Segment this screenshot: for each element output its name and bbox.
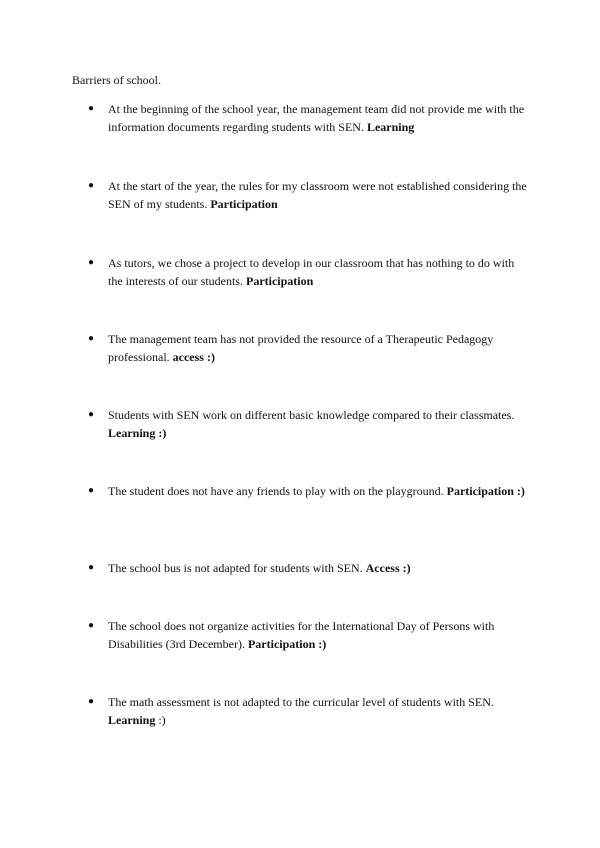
barrier-category: Learning: [108, 713, 156, 727]
barrier-text: [108, 617, 528, 653]
barrier-text: [108, 482, 528, 500]
barrier-text: [108, 330, 528, 366]
barrier-category: Participation: [245, 274, 314, 288]
barrier-description: The math assessment is not adapted to the curricular level of students with SEN.: [108, 695, 494, 709]
barrier-category: Participation :): [247, 637, 327, 651]
barrier-description: As tutors, we chose a project to develop in our classroom that has nothing to do with the interests of our students.: [108, 256, 515, 288]
barrier-item-5: [88, 406, 528, 442]
barrier-text: [108, 177, 528, 213]
barrier-text: [108, 254, 528, 290]
barrier-item-9: [88, 693, 528, 729]
barrier-text: [108, 100, 528, 136]
bullet-icon: ●: [88, 180, 95, 191]
barrier-item-2: [88, 177, 528, 213]
bullet-icon: ●: [88, 485, 95, 496]
barrier-description: The student does not have any friends to play with on the playground.: [108, 484, 444, 498]
bullet-icon: ●: [88, 333, 95, 344]
barrier-item-6: [88, 482, 528, 500]
barrier-description: At the start of the year, the rules for my classroom were not established considering the SEN of my students.: [108, 179, 527, 211]
barrier-text: [108, 559, 528, 577]
bullet-icon: ●: [88, 696, 95, 707]
bullet-icon: ●: [88, 103, 95, 114]
barrier-text: [108, 406, 528, 442]
bullet-icon: ●: [88, 409, 95, 420]
bullet-icon: ●: [88, 257, 95, 268]
barrier-item-3: [88, 254, 528, 290]
bullet-icon: ●: [88, 562, 95, 573]
barrier-item-4: [88, 330, 528, 366]
barrier-item-7: [88, 559, 528, 577]
barrier-item-1: [88, 100, 528, 136]
barrier-description: The school does not organize activities for the International Day of Persons with Disabilities (3rd December).: [108, 619, 495, 651]
barrier-description: Students with SEN work on different basic knowledge compared to their classmates.: [108, 408, 515, 422]
barrier-category: Participation: [210, 197, 278, 211]
barrier-suffix: :): [155, 713, 166, 727]
barrier-description: The school bus is not adapted for students with SEN.: [108, 561, 363, 575]
barrier-category: Learning: [366, 120, 415, 134]
bullet-icon: ●: [88, 620, 95, 631]
barrier-description: At the beginning of the school year, the management team did not provide me with the information documents regarding students with SEN.: [108, 102, 525, 134]
barrier-category: Access :): [365, 561, 411, 575]
barrier-text: [108, 693, 528, 729]
barrier-category: access :): [172, 350, 215, 364]
document-title: Barriers of school.: [72, 73, 161, 87]
barrier-category: Participation :): [446, 484, 525, 498]
barrier-item-8: [88, 617, 528, 653]
barrier-category: Learning :): [108, 426, 167, 440]
barrier-description: The management team has not provided the resource of a Therapeutic Pedagogy professional.: [108, 332, 494, 364]
